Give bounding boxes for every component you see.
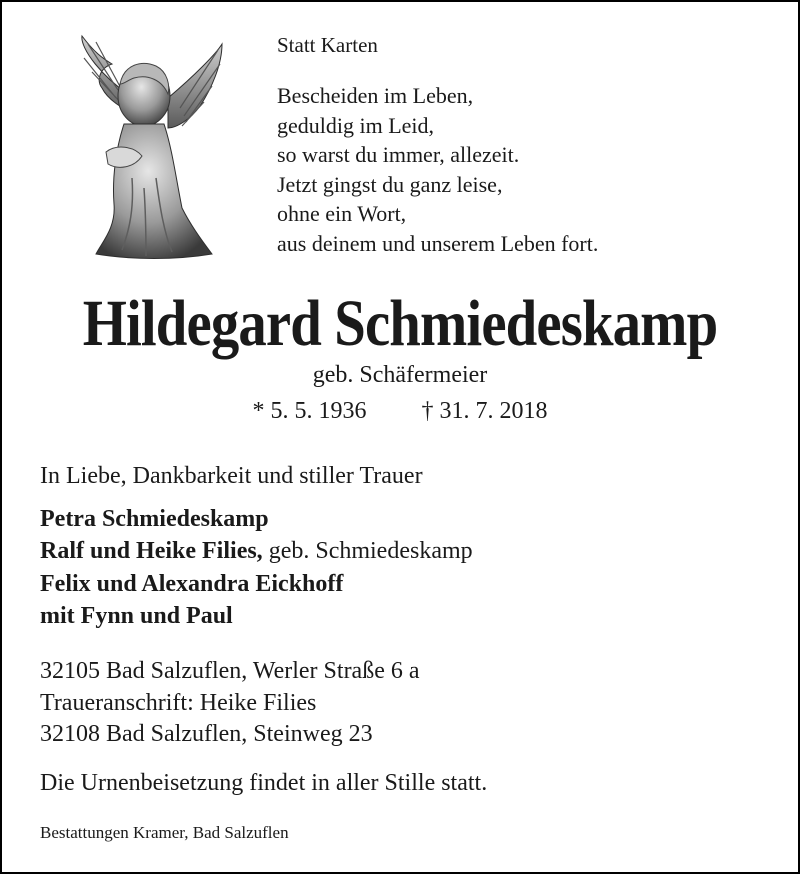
poem-line: so warst du immer, allezeit. bbox=[277, 142, 520, 167]
address-line: 32105 Bad Salzuflen, Werler Straße 6 a bbox=[40, 658, 420, 684]
life-dates bbox=[2, 398, 798, 425]
mourner-maiden-name: geb. Schmiedeskamp bbox=[262, 538, 473, 565]
mourners-list bbox=[40, 503, 473, 632]
death-date: † 31. 7. 2018 bbox=[421, 398, 548, 424]
address-block bbox=[40, 656, 420, 751]
address-line: 32108 Bad Salzuflen, Steinweg 23 bbox=[40, 721, 373, 748]
maiden-name: geb. Schäfermeier bbox=[312, 362, 488, 388]
angel-statue-image bbox=[72, 28, 232, 264]
poem-line: ohne ein Wort, bbox=[277, 201, 407, 226]
mourner-name: mit Fynn und Paul bbox=[40, 602, 233, 629]
deceased-name: Hildegard Schmiedeskamp bbox=[82, 287, 718, 360]
poem bbox=[277, 81, 598, 258]
poem-line: Jetzt gingst du ganz leise, bbox=[277, 171, 503, 197]
poem-line: Bescheiden im Leben, bbox=[277, 83, 474, 108]
mourner-name: Ralf und Heike Filies, bbox=[40, 538, 263, 565]
mourner-name: Petra Schmiedeskamp bbox=[40, 506, 269, 532]
header-label: Statt Karten bbox=[277, 33, 378, 57]
address-line: Traueranschrift: Heike Filies bbox=[40, 689, 317, 716]
burial-note: Die Urnenbeisetzung findet in aller Stille statt. bbox=[40, 770, 488, 796]
poem-line: aus deinem und unserem Leben fort. bbox=[277, 230, 599, 256]
poem-line: geduldig im Leid, bbox=[277, 112, 435, 138]
birth-date: * 5. 5. 1936 bbox=[252, 398, 367, 424]
undertaker: Bestattungen Kramer, Bad Salzuflen bbox=[40, 823, 289, 842]
mourning-intro: In Liebe, Dankbarkeit und stiller Trauer bbox=[40, 463, 423, 489]
mourner-name: Felix und Alexandra Eickhoff bbox=[40, 570, 344, 597]
